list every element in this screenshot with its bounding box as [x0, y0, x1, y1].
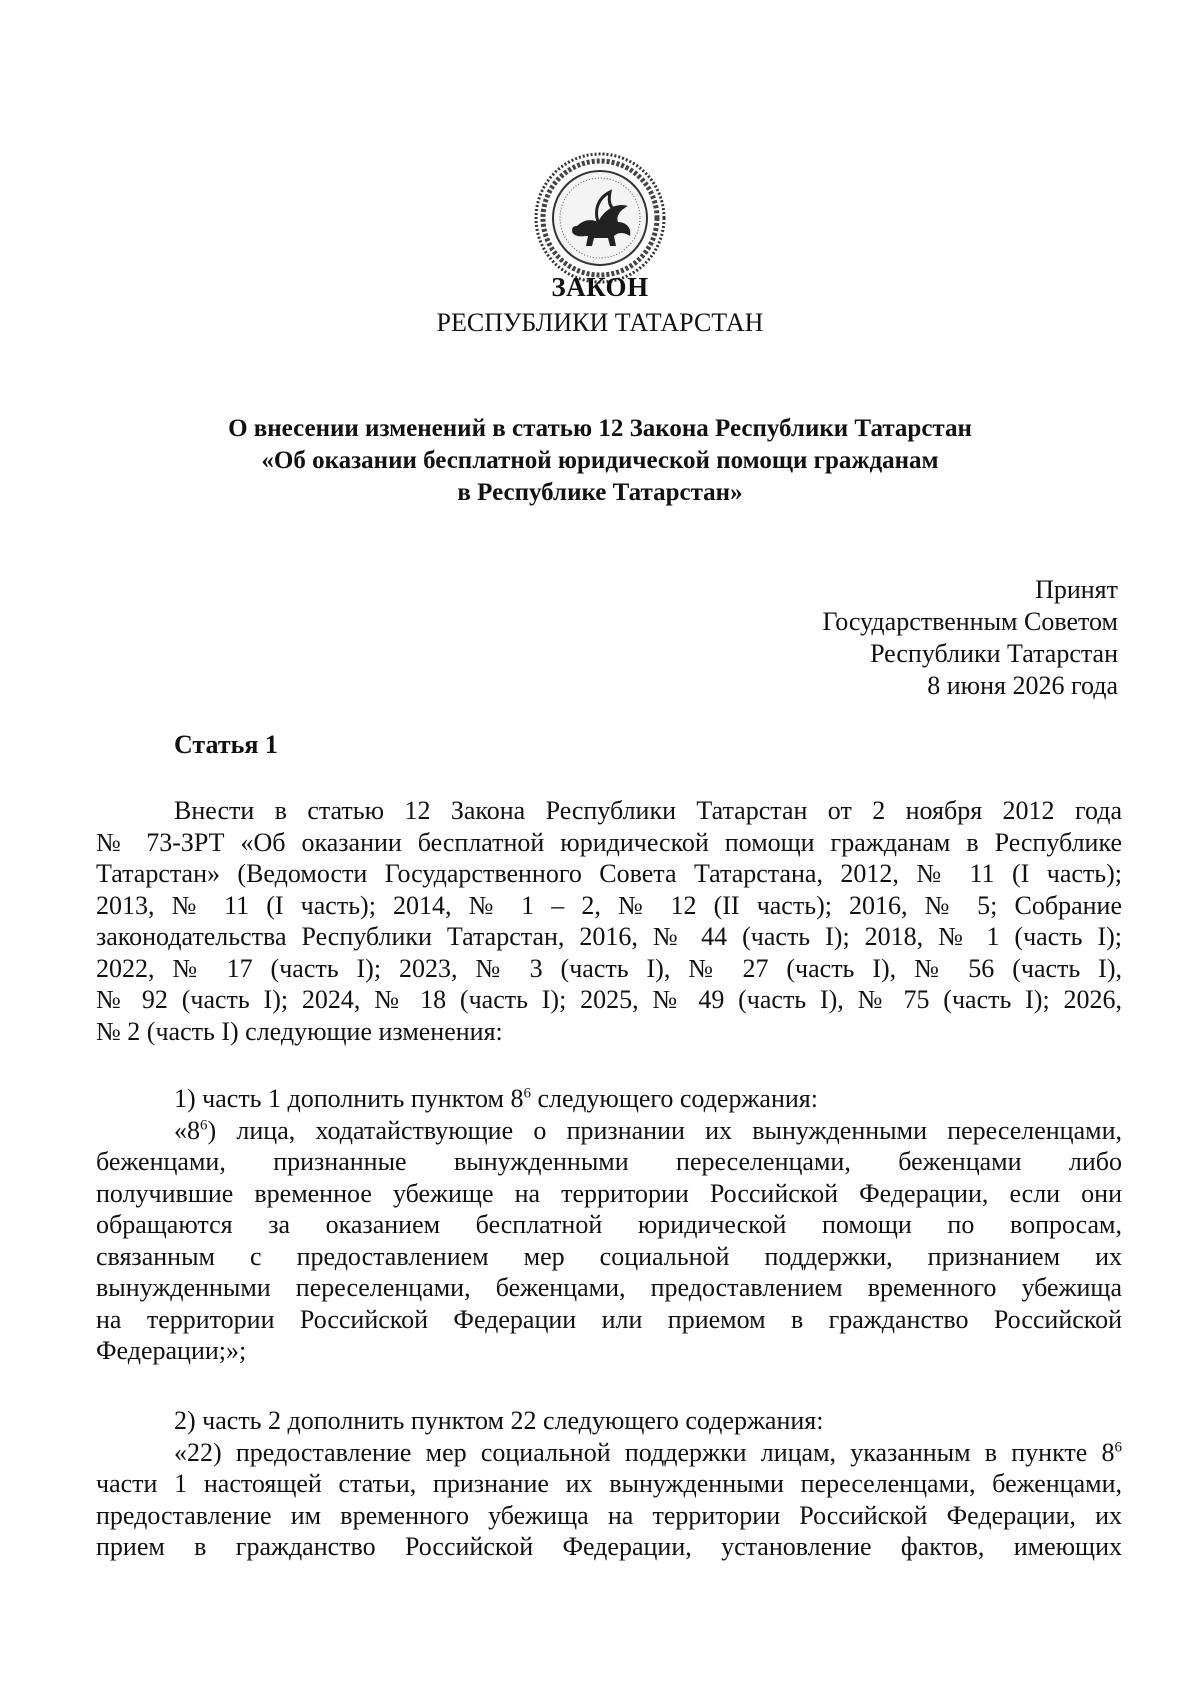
law-title [0, 413, 1200, 509]
adoption-block [822, 574, 1118, 702]
amendment-item-1 [96, 1083, 1122, 1367]
amendment-item-2 [96, 1405, 1122, 1563]
law-title-line: в Республике Татарстан» [457, 479, 743, 506]
adoption-line: Республики Татарстан [870, 639, 1118, 668]
amendment-quote-line: беженцами, признанные вынужденными переселенцами, беженцами либо [96, 1147, 1122, 1176]
law-heading: ЗАКОН [551, 272, 649, 302]
article-intro-paragraph [96, 795, 1122, 1047]
amendment-quote-line: прием в гражданство Российской Федерации, установление фактов, имеющих [96, 1532, 1122, 1561]
amendment-quote-line: получившие временное убежище на территории Российской Федерации, если они [96, 1178, 1122, 1208]
paragraph-line: Внести в статью 12 Закона Республики Татарстан от 2 ноября 2012 года [174, 796, 1122, 825]
paragraph-line: Татарстан» (Ведомости Государственного Совета Татарстана, 2012, № 11 (I часть); [96, 859, 1122, 888]
amendment-lead: 2) часть 2 дополнить пунктом 22 следующего содержания: [174, 1406, 824, 1435]
law-title-line: О внесении изменений в статью 12 Закона Республики Татарстан [228, 415, 972, 442]
amendment-quote-line: обращаются за оказанием бесплатной юридической помощи по вопросам, [96, 1210, 1122, 1239]
amendment-quote-line: вынужденными переселенцами, беженцами, предоставлением временного убежища [96, 1273, 1122, 1302]
paragraph-line: № 2 (часть I) следующие изменения: [96, 1016, 503, 1046]
paragraph-line: законодательства Республики Татарстан, 2016, № 44 (часть I); 2018, № 1 (часть I); [96, 922, 1122, 951]
paragraph-line: 2022, № 17 (часть I); 2023, № 3 (часть I), № 27 (часть I), № 56 (часть I), [96, 953, 1122, 983]
adoption-line: Государственным Советом [822, 607, 1118, 636]
article-heading: Статья 1 [174, 730, 278, 759]
adoption-line: Принят [1035, 575, 1118, 604]
amendment-quote-line: части 1 настоящей статьи, признание их вынужденными переселенцами, беженцами, [96, 1469, 1122, 1498]
adoption-date: 8 июня 2026 года [927, 671, 1118, 700]
paragraph-line: № 92 (часть I); 2024, № 18 (часть I); 2025, № 49 (часть I), № 75 (часть I); 2026, [96, 985, 1122, 1014]
tatarstan-coat-of-arms-icon [532, 150, 668, 286]
amendment-quote-line: предоставление им временного убежища на территории Российской Федерации, их [96, 1500, 1122, 1530]
paragraph-line: 2013, № 11 (I часть); 2014, № 1 – 2, № 12 (II часть); 2016, № 5; Собрание [96, 890, 1122, 920]
amendment-quote-line: Федерации;»; [96, 1336, 247, 1365]
amendment-quote-line: на территории Российской Федерации или приемом в гражданство Российской [96, 1304, 1122, 1334]
amendment-lead: 1) часть 1 дополнить пунктом $8^6$ следующего содержания: [174, 1084, 818, 1113]
amendment-quote-line: «22) предоставление мер социальной поддержки лицам, указанным в пункте $8^6$ [174, 1437, 1122, 1467]
amendment-quote-line: связанным с предоставлением мер социальной поддержки, признанием их [96, 1241, 1122, 1271]
law-title-line: «Об оказании бесплатной юридической помощи гражданам [261, 447, 939, 474]
republic-heading: РЕСПУБЛИКИ ТАТАРСТАН [436, 308, 764, 337]
amendment-quote-line: «$8^6$) лица, ходатайствующие о признании их вынужденными переселенцами, [174, 1115, 1122, 1145]
paragraph-line: № 73-ЗРТ «Об оказании бесплатной юридической помощи гражданам в Республике [96, 827, 1122, 857]
